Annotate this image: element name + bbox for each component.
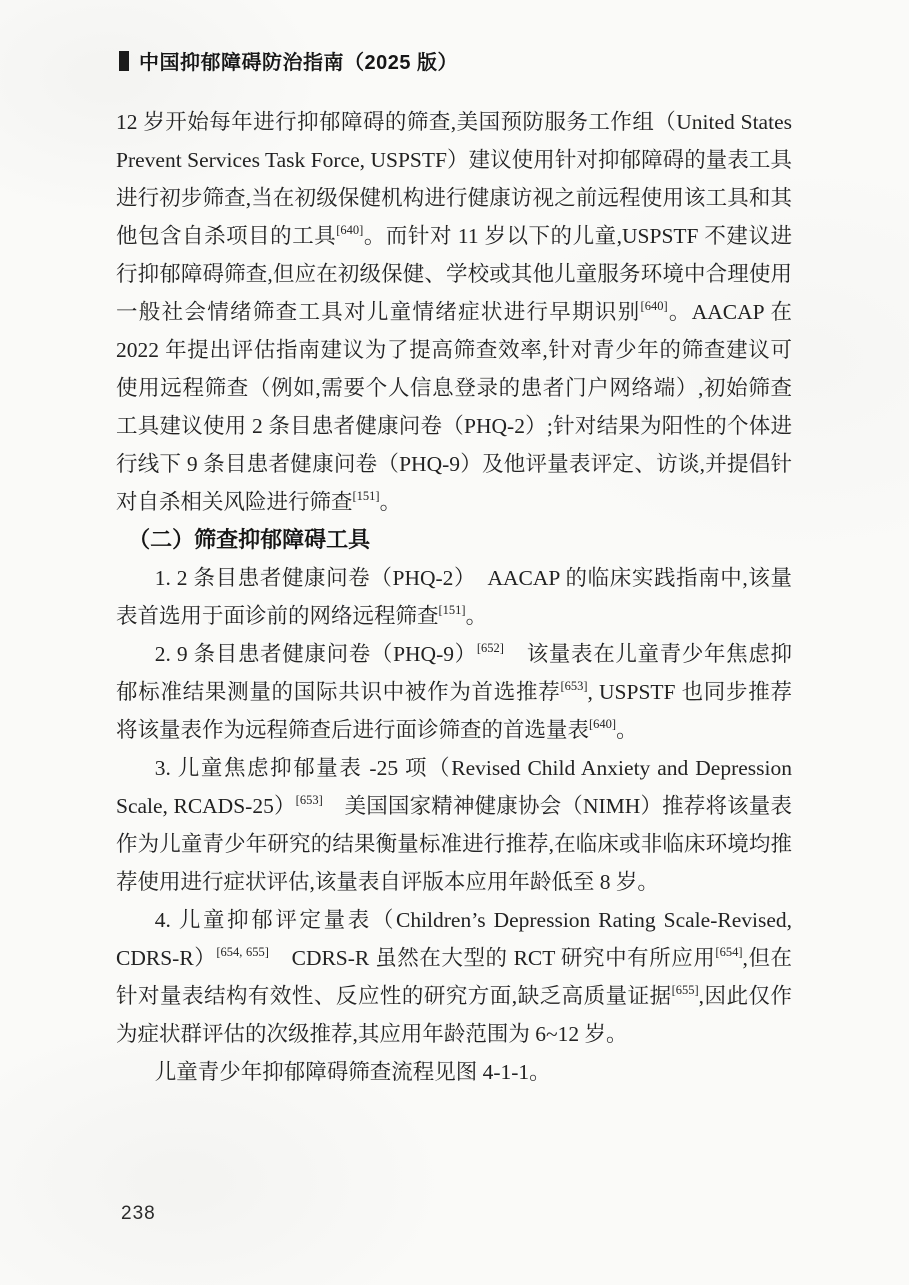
section-heading: （二）筛查抑郁障碍工具 [128, 527, 371, 552]
reference-marker: [655] [671, 983, 699, 997]
page-number: 238 [121, 1203, 156, 1224]
paragraph-7: 儿童青少年抑郁障碍筛查流程见图 4-1-1。 [154, 1060, 551, 1084]
page-header [119, 46, 458, 75]
reference-marker: [640] [589, 717, 617, 731]
header-title: 中国抑郁障碍防治指南（2025 版） [139, 52, 459, 74]
reference-marker: [640] [640, 299, 668, 313]
paragraph-1: 12 岁开始每年进行抑郁障碍的筛查,美国预防服务工作组（United States Prevent Services Task Force, USPSTF）建议使用针对抑郁障碍的量表工具进行初步筛查,当在初级保健机构进行健康访视之前远程使用该工具和其他包含自杀项目的工具[640]。而针对 11 岁以下的儿童,USPSTF 不建议进行抑郁障碍筛查,但应在初级保健、学校或其他儿童服务环境中合理使用一般社会情绪筛查工具对儿童情绪症状进行早期识别[640]。AACAP 在 2022 年提出评估指南建议为了提高筛查效率,针对青少年的筛查建议可使用远程筛查（例如,需要个人信息登录的患者门户网络端）,初始筛查工具建议使用 2 条目患者健康问卷（PHQ-2）;针对结果为阳性的个体进行线下 9 条目患者健康问卷（PHQ-9）及他评量表评定、访谈,并提倡针对自杀相关风险进行筛查[151]。 [116, 110, 792, 514]
text-body [116, 103, 792, 1091]
paragraph-6: 4. 儿童抑郁评定量表（Children’s Depression Rating Scale-Revised, CDRS-R）[654, 655] CDRS-R 虽然在大型的 RCT 研究中有所应用[654],但在针对量表结构有效性、反应性的研究方面,缺乏高质量证据[655],因此仅作为症状群评估的次级推荐,其应用年龄范围为 6~12 岁。 [116, 908, 793, 1046]
paragraph-5: 3. 儿童焦虑抑郁量表 -25 项（Revised Child Anxiety and Depression Scale, RCADS-25）[653] 美国国家精神健康协会（NIMH）推荐将该量表作为儿童青少年研究的结果衡量标准进行推荐,在临床或非临床环境均推荐使用进行症状评估,该量表自评版本应用年龄低至 8 岁。 [116, 756, 792, 894]
reference-marker: [640] [336, 223, 364, 237]
reference-marker: [652] [476, 641, 504, 655]
reference-marker: [654] [715, 945, 743, 959]
reference-marker: [151] [352, 489, 380, 503]
reference-marker: [151] [438, 603, 466, 617]
header-bar-icon [119, 51, 129, 71]
paragraph-3: 1. 2 条目患者健康问卷（PHQ-2） AACAP 的临床实践指南中,该量表首选用于面诊前的网络远程筛查[151]。 [116, 566, 792, 628]
reference-marker: [653] [560, 679, 588, 693]
reference-marker: [654, 655] [216, 945, 269, 959]
reference-marker: [653] [295, 793, 323, 807]
paragraph-4: 2. 9 条目患者健康问卷（PHQ-9）[652] 该量表在儿童青少年焦虑抑郁标准结果测量的国际共识中被作为首选推荐[653], USPSTF 也同步推荐将该量表作为远程筛查后进行面诊筛查的首选量表[640]。 [116, 641, 792, 742]
